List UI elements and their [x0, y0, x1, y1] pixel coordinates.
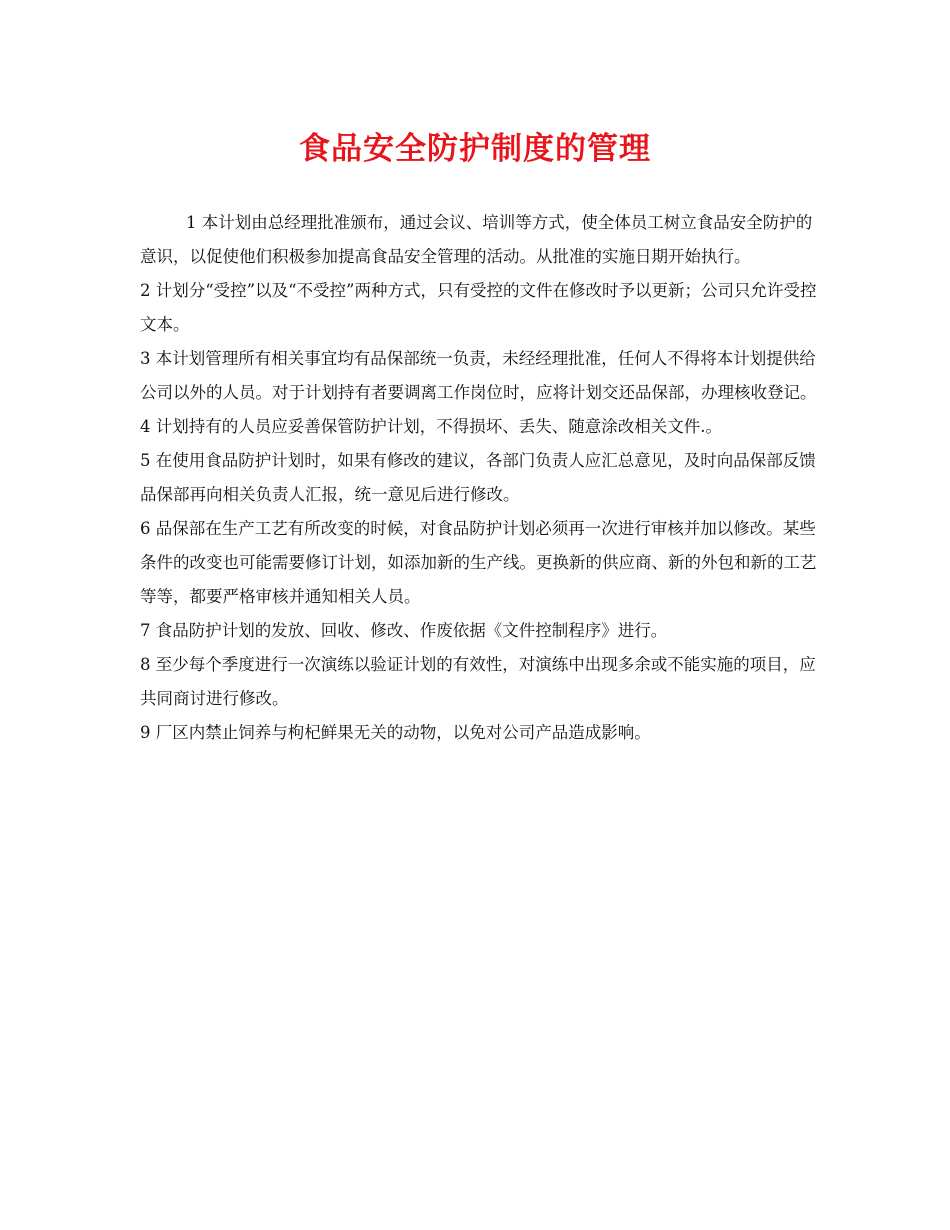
paragraph-4: 4 计划持有的人员应妥善保管防护计划，不得损坏、丢失、随意涂改相关文件.。	[140, 417, 722, 436]
paragraph-6: 6 品保部在生产工艺有所改变的时候，对食品防护计划必须再一次进行审核并加以修改。某些条件的改变也可能需要修订计划，如添加新的生产线。更换新的供应商、新的外包和新的工艺等等，都要严格审核并通知相关人员。	[140, 519, 817, 606]
paragraph-5: 5 在使用食品防护计划时，如果有修改的建议，各部门负责人应汇总意见，及时向品保部反馈品保部再向相关负责人汇报，统一意见后进行修改。	[140, 451, 816, 504]
paragraph-9: 9 厂区内禁止饲养与枸杞鲜果无关的动物，以免对公司产品造成影响。	[140, 723, 651, 742]
paragraph-8: 8 至少每个季度进行一次演练以验证计划的有效性，对演练中出现多余或不能实施的项目，应共同商讨进行修改。	[140, 655, 816, 708]
document-body	[140, 206, 820, 750]
paragraph-1: 1 本计划由总经理批准颁布，通过会议、培训等方式，使全体员工树立食品安全防护的意识，以促使他们积极参加提高食品安全管理的活动。从批准的实施日期开始执行。	[140, 213, 813, 266]
paragraph-3: 3 本计划管理所有相关事宜均有品保部统一负责，未经经理批准，任何人不得将本计划提供给公司以外的人员。对于计划持有者要调离工作岗位时，应将计划交还品保部，办理核收登记。	[140, 349, 817, 402]
document-title: 食品安全防护制度的管理	[299, 131, 651, 167]
paragraph-2: 2 计划分“受控”以及“不受控”两种方式，只有受控的文件在修改时予以更新；公司只允许受控文本。	[140, 281, 817, 334]
paragraph-7: 7 食品防护计划的发放、回收、修改、作废依据《文件控制程序》进行。	[140, 621, 668, 640]
